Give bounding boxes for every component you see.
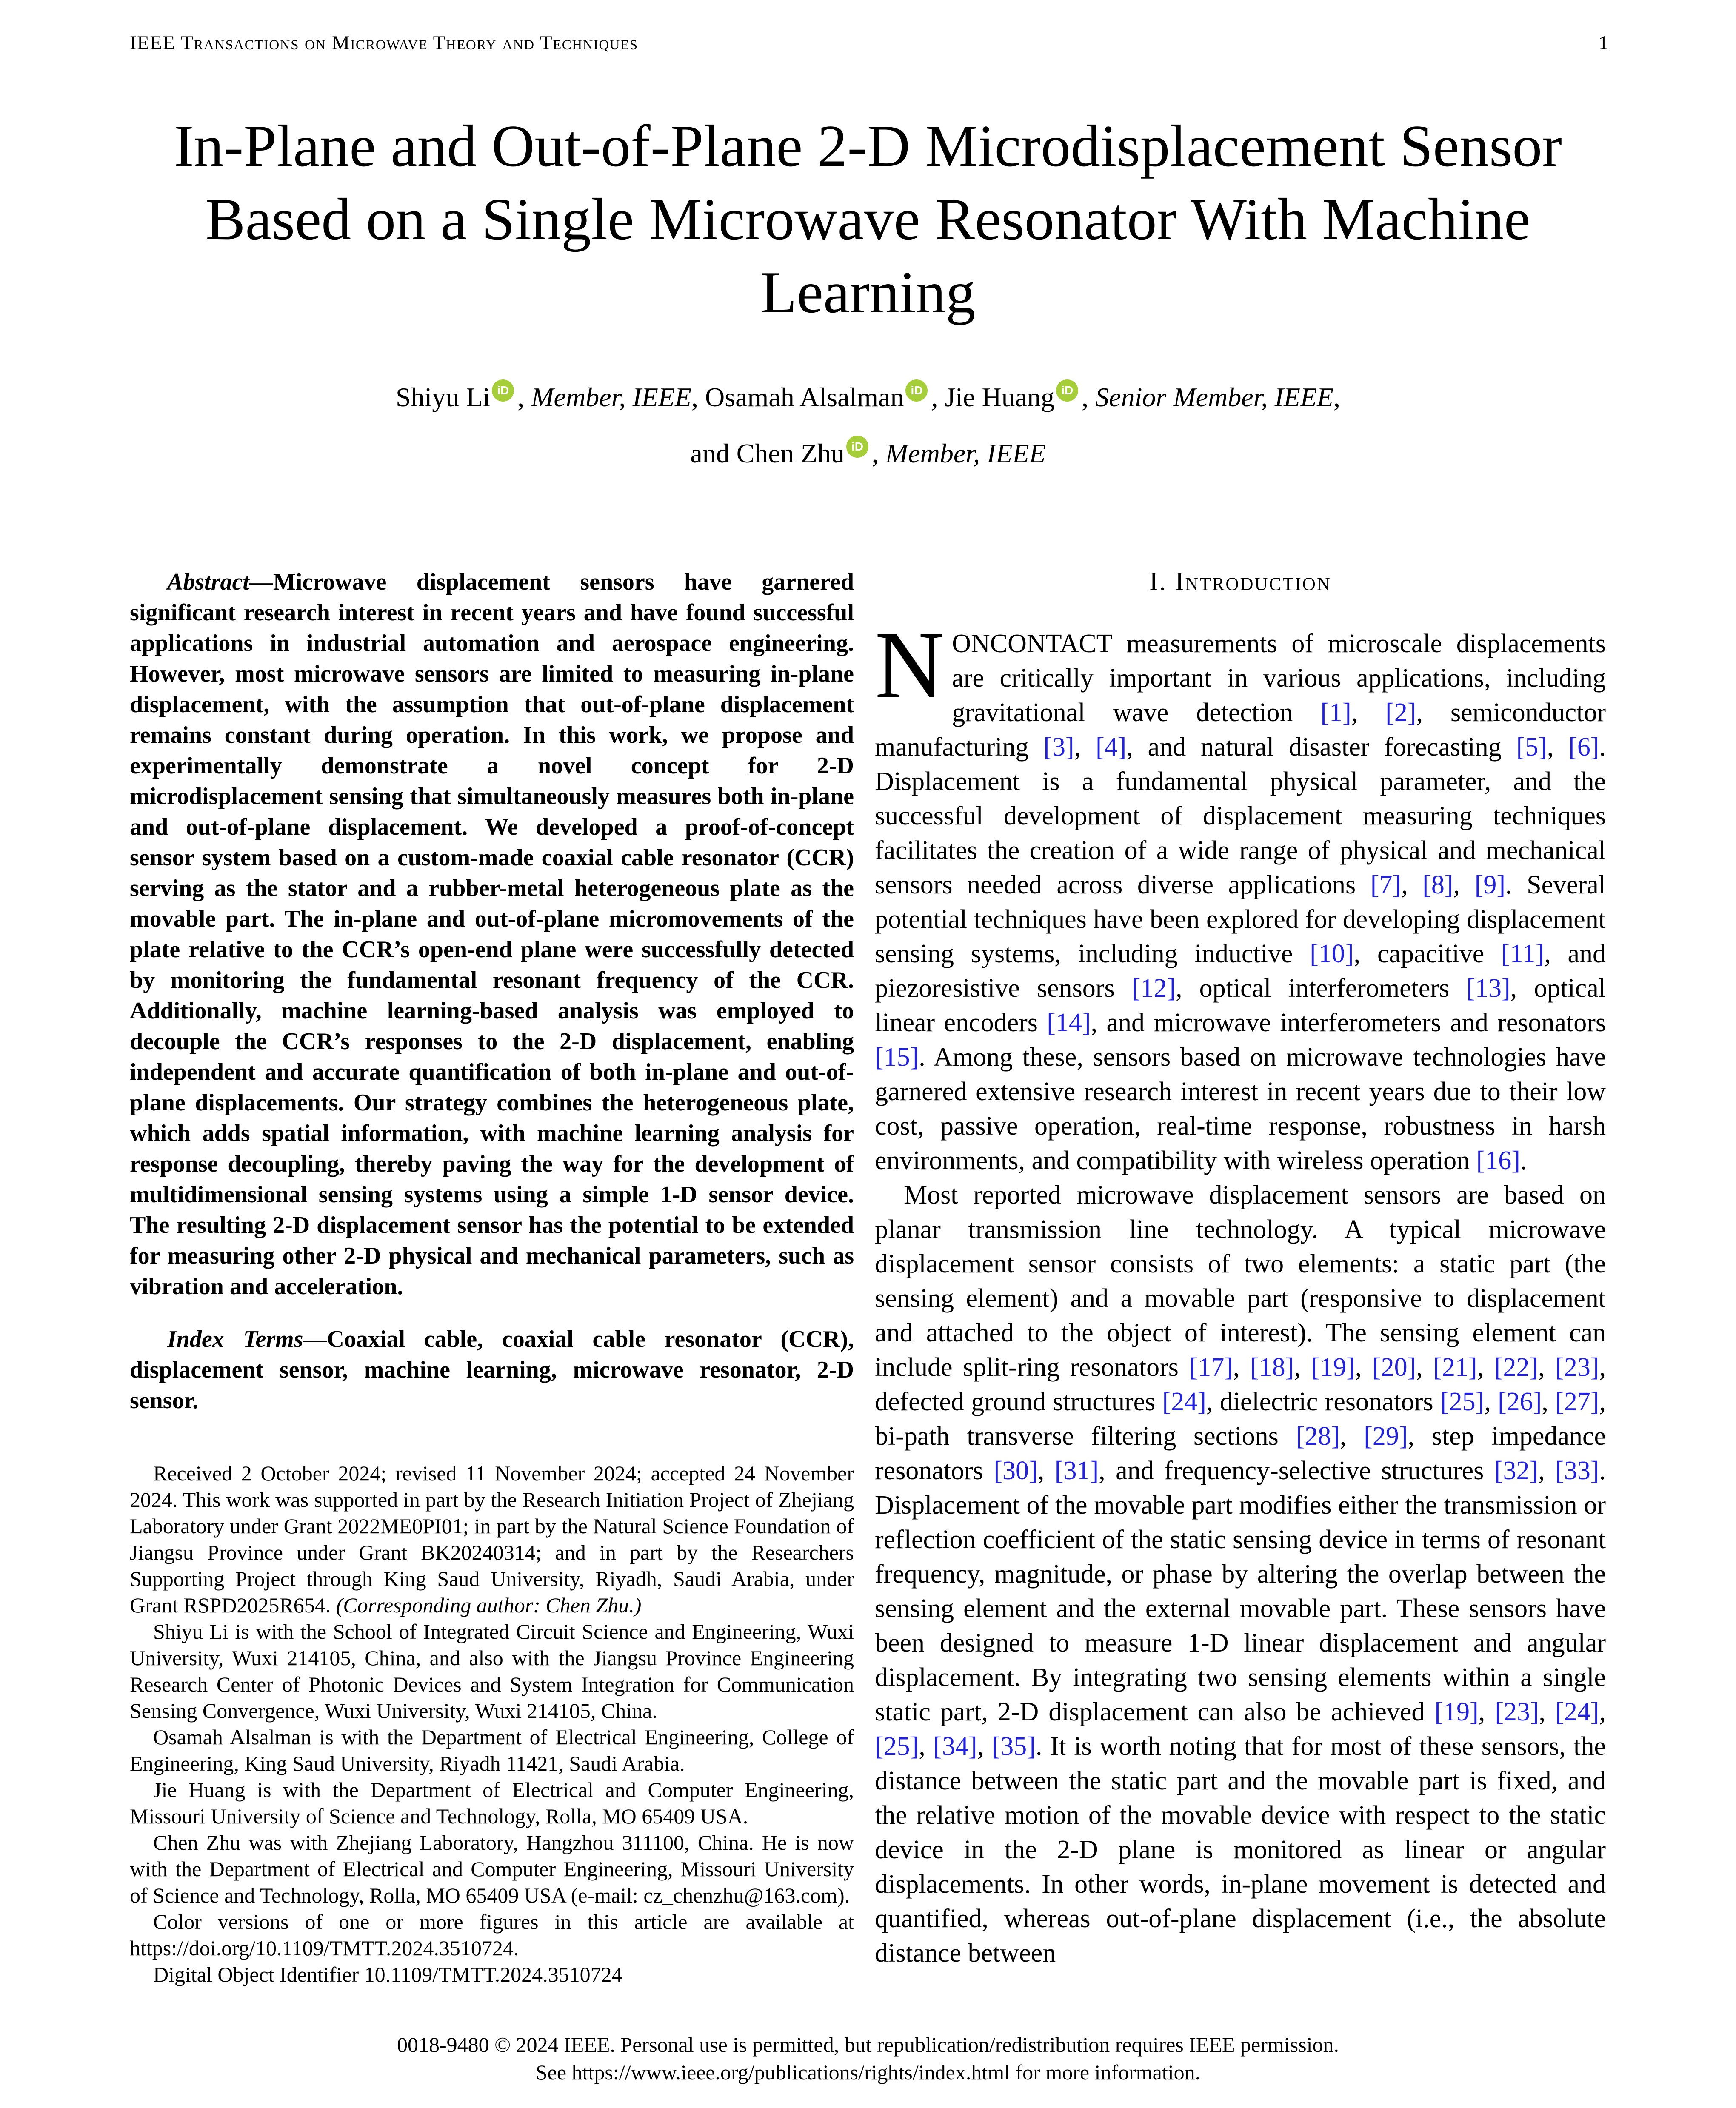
abstract-paragraph: Abstract—Microwave displacement sensors have garnered significant research interest in recent years and have found successful applications in industrial automation and aerospace engineering. However, most microwave sensors are limited to measuring in-plane displacement, with the assumption that out-of-plane displacement remains constant during operation. In this work, we propose and experimentally demonstrate a novel concept for 2-D microdisplacement sensing that simultaneously measures both in-plane and out-of-plane displacement. We developed a proof-of-concept sensor system based on a custom-made coaxial cable resonator (CCR) serving as the stator and a rubber-metal heterogeneous plate as the movable part. The in-plane and out-of-plane micromovements of the plate relative to the CCR’s open-end plane were successfully detected by monitoring the fundamental resonant frequency of the CCR. Additionally, machine learning-based analysis was employed to decouple the CCR’s responses to the 2-D displacement, enabling independent and accurate quantification of both in-plane and out-of-plane displacements. Our strategy combines the heterogeneous plate, which adds spatial information, with machine learning analysis for response decoupling, thereby paving the way for the development of multidimensional sensing systems using a simple 1-D sensor device. The resulting 2-D displacement sensor has the potential to be extended for measuring other 2-D physical and mechanical parameters, such as vibration and acceleration. [130,569,854,1300]
citation-link[interactable]: [1] [1320,698,1351,727]
citation-link[interactable]: [26] [1498,1387,1542,1416]
author-line-2: and Chen Zhu iD , Member, IEEE [0,425,1736,482]
citation-link[interactable]: [28] [1296,1422,1340,1451]
footnote-affiliation-jie-huang: Jie Huang is with the Department of Electrical and Computer Engineering, Missouri University of Science and Technology, Rolla, MO 65409 USA. [130,1778,854,1828]
author-block [0,369,1736,482]
citation-link[interactable]: [12] [1131,974,1176,1003]
citation-link[interactable]: [10] [1310,939,1354,968]
intro-paragraph-1 [875,612,1606,1178]
citation-link[interactable]: [27] [1555,1387,1599,1416]
citation-link[interactable]: [9] [1474,870,1505,899]
citation-link[interactable]: [21] [1433,1353,1477,1382]
citation-link[interactable]: [20] [1372,1353,1416,1382]
citation-link[interactable]: [23] [1555,1353,1599,1382]
page-number: 1 [1598,32,1608,54]
citation-link[interactable]: [15] [875,1043,919,1072]
orcid-icon[interactable]: iD [492,379,514,402]
drop-cap: N [875,612,945,718]
citation-link[interactable]: [25] [875,1732,919,1761]
footnote-color-versions: Color versions of one or more figures in this article are available at https://doi.org/10.1109/TMTT.2024.3510724. [130,1910,854,1960]
citation-link[interactable]: [24] [1162,1387,1206,1416]
citation-link[interactable]: [33] [1555,1456,1599,1485]
orcid-icon[interactable]: iD [905,379,928,402]
footnote-affiliation-osamah-alsalman: Osamah Alsalman is with the Department of Electrical Engineering, College of Engineering, King Saud University, Riyadh 11421, Saudi Arabia. [130,1725,854,1775]
author-line-1: Shiyu Li iD , Member, IEEE, Osamah Alsalman iD , Jie Huang iD , Senior Member, IEEE, [0,369,1736,425]
intro-paragraph-2: Most reported microwave displacement sensors are based on planar transmission line technology. A typical microwave displacement sensor consists of two elements: a static part (the sensing element) and a movable part (responsive to displacement and attached to the object of interest). The sensing element can include split-ring resonators [17], [18], [19], [20], [21], [22], [23], defected ground structures [24], dielectric resonators [25], [26], [27], bi-path transverse filtering sections [28], [29], step impedance resonators [30], [31], and frequency-selective structures [32], [33]. Displacement of the movable part modifies either the transmission or reflection coefficient of the static sensing device in terms of resonant frequency, magnitude, or phase by altering the overlap between the sensing element and the external movable part. These sensors have been designed to measure 1-D linear displacement and angular displacement. By integrating two sensing elements within a single static part, 2-D displacement can also be achieved [19], [23], [24], [25], [34], [35]. It is worth noting that for most of these sensors, the distance between the static part and the movable part is fixed, and the relative motion of the movable device with respect to the static device in the 2-D plane is monitored as linear or angular displacements. In other words, in-plane movement is detected and quantified, whereas out-of-plane displacement (i.e., the absolute distance between [875,1181,1606,1968]
citation-link[interactable]: [14] [1047,1008,1091,1037]
citation-link[interactable]: [11] [1501,939,1545,968]
section-heading-introduction: I. Introduction [1149,567,1331,596]
introduction-section [875,567,1606,1971]
citation-link[interactable]: [24] [1555,1697,1599,1726]
citation-link[interactable]: [7] [1370,870,1402,899]
footnote-affiliation-chen-zhu: Chen Zhu was with Zhejiang Laboratory, Hangzhou 311100, China. He is now with the Department of Electrical and Computer Engineering, Missouri University of Science and Technology, Rolla, MO 65409 USA (e-mail: cz_chenzhu@163.com). [130,1831,854,1907]
citation-link[interactable]: [3] [1043,733,1074,762]
footnote-received: Received 2 October 2024; revised 11 November 2024; accepted 24 November 2024. This work was supported in part by the Research Initiation Project of Zhejiang Laboratory under Grant 2022ME0PI01; in part by the Natural Science Foundation of Jiangsu Province under Grant BK20240314; and in part by the Researchers Supporting Project through King Saud University, Riyadh, Saudi Arabia, under Grant RSPD2025R654. (Corresponding author: Chen Zhu.) [130,1461,854,1617]
citation-link[interactable]: [17] [1189,1353,1233,1382]
citation-link[interactable]: [16] [1476,1146,1520,1175]
citation-link[interactable]: [18] [1250,1353,1294,1382]
citation-link[interactable]: [22] [1494,1353,1539,1382]
citation-link[interactable]: [19] [1311,1353,1355,1382]
running-header [130,31,1608,54]
citation-link[interactable]: [29] [1364,1422,1408,1451]
orcid-icon[interactable]: iD [1056,379,1078,402]
citation-link[interactable]: [6] [1568,733,1599,762]
citation-link[interactable]: [2] [1385,698,1416,727]
footnote-affiliation-shiyu-li: Shiyu Li is with the School of Integrated Circuit Science and Engineering, Wuxi University, Wuxi 214105, China, and also with the Jiangsu Province Engineering Research Center of Photonic Devices and System Integration for Communication Sensing Convergence, Wuxi University, Wuxi 214105, China. [130,1620,854,1723]
paper-title: In-Plane and Out-of-Plane 2-D Microdisplacement Sensor Based on a Single Microwave Resonator With Machine Learning [174,113,1562,325]
abstract-section [130,567,854,1416]
intro-paragraph-1-text: ONCONTACT measurements of microscale displacements are critically important in various applications, including gravitational wave detection [1], [2], semiconductor manufacturing [3], [4], and natural disaster forecasting [5], [6]. Displacement is a fundamental physical parameter, and the successful development of displacement measuring techniques facilitates the creation of a wide range of physical and mechanical sensors needed across diverse applications [7], [8], [9]. Several potential techniques have been explored for developing displacement sensing systems, including inductive [10], capacitive [11], and piezoresistive sensors [12], optical interferometers [13], optical linear encoders [14], and microwave interferometers and resonators [15]. Among these, sensors based on microwave technologies have garnered extensive research interest in recent years due to their low cost, passive operation, real-time response, robustness in harsh environments, and compatibility with wireless operation [16]. [875,629,1606,1175]
page-footer [0,2031,1736,2086]
citation-link[interactable]: [25] [1440,1387,1485,1416]
citation-link[interactable]: [31] [1054,1456,1099,1485]
citation-link[interactable]: [34] [933,1732,977,1761]
citation-link[interactable]: [13] [1466,974,1510,1003]
index-terms-paragraph: Index Terms—Coaxial cable, coaxial cable resonator (CCR), displacement sensor, machine learning, microwave resonator, 2-D sensor. [130,1326,854,1414]
copyright-line: 0018-9480 © 2024 IEEE. Personal use is permitted, but republication/redistribution requires IEEE permission. [397,2033,1339,2057]
journal-name: IEEE Transactions on Microwave Theory and Techniques [130,32,638,54]
citation-link[interactable]: [35] [991,1732,1036,1761]
citation-link[interactable]: [30] [994,1456,1038,1485]
citation-link[interactable]: [19] [1434,1697,1479,1726]
citation-link[interactable]: [5] [1516,733,1547,762]
citation-link[interactable]: [4] [1096,733,1127,762]
citation-link[interactable]: [8] [1422,870,1453,899]
orcid-icon[interactable]: iD [846,436,868,458]
citation-link[interactable]: [23] [1495,1697,1539,1726]
footnote-doi: Digital Object Identifier 10.1109/TMTT.2024.3510724 [153,1963,622,1986]
first-page-footnotes [130,1460,854,1988]
citation-link[interactable]: [32] [1494,1456,1539,1485]
rights-line: See https://www.ieee.org/publications/rights/index.html for more information. [535,2060,1201,2084]
